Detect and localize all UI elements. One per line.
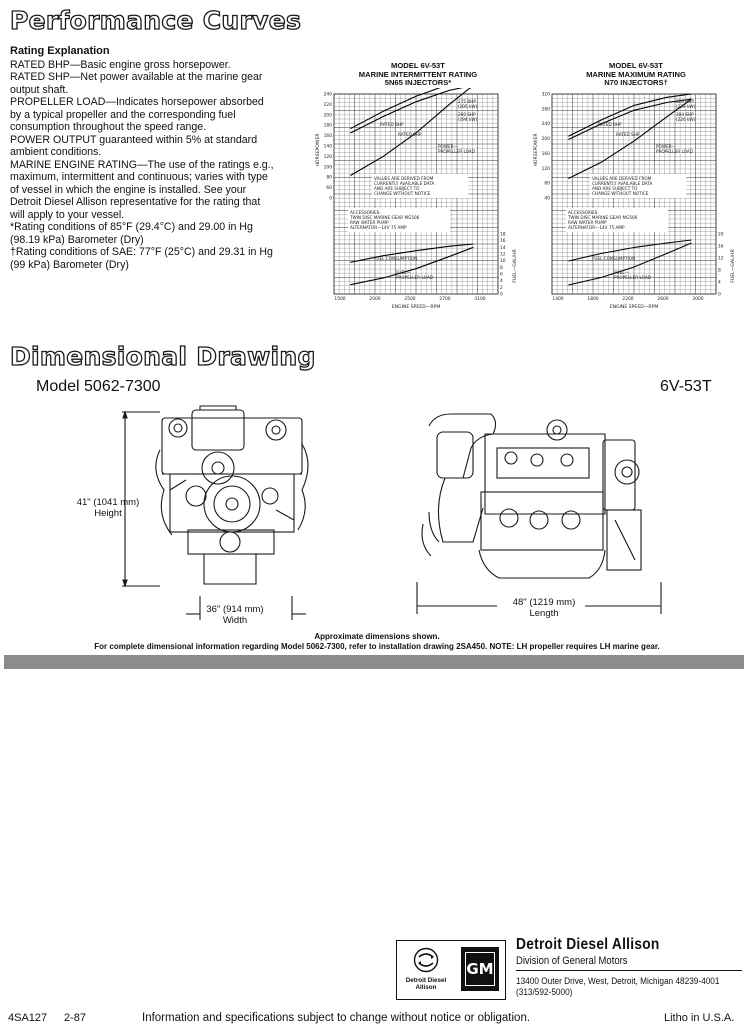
y2-tick-label: 4 bbox=[500, 278, 503, 284]
caption-installation: For complete dimensional information regarding Model 5062-7300, refer to installation drawing 2SA450. NOTE: LH propeller requires LH marine gear. bbox=[94, 642, 660, 651]
width-word: Width bbox=[222, 615, 248, 626]
chart-title-line: 5N65 INJECTORS* bbox=[384, 78, 452, 88]
y-tick-label: 40 bbox=[544, 196, 550, 202]
y-tick-label: 120 bbox=[541, 166, 550, 172]
curve-label: FUEL— bbox=[396, 269, 411, 275]
y-tick-label: 120 bbox=[323, 154, 332, 160]
curve-label: PROPELLER LOAD bbox=[656, 148, 693, 154]
accessory-line: TWIN DISC MARINE GEAR MG506 bbox=[350, 214, 420, 220]
y2-tick-label: 0 bbox=[718, 292, 721, 298]
chart-title-line: MODEL 6V-53T bbox=[609, 61, 663, 70]
x-tick-label: 3000 bbox=[692, 296, 704, 302]
y2-tick-label: 10 bbox=[500, 258, 506, 264]
height-dimension bbox=[62, 497, 154, 519]
y2-tick-label: 12 bbox=[718, 256, 724, 262]
note-line: VALUES ARE DERIVED FROM bbox=[592, 175, 652, 181]
x-tick-label: 2000 bbox=[369, 296, 381, 302]
accessory-line: RAW WATER PUMP bbox=[568, 219, 607, 225]
y-tick-label: 80 bbox=[326, 175, 332, 181]
x-tick-label: 1400 bbox=[552, 296, 564, 302]
footer-notice: Information and specifications subject to change without notice or obligation. bbox=[142, 1012, 531, 1024]
y-tick-label: 280 bbox=[541, 107, 550, 113]
y2-tick-label: 18 bbox=[500, 232, 506, 238]
accessories-box bbox=[348, 208, 450, 232]
publication-code: 4SA127 bbox=[8, 1012, 48, 1024]
model-number: Model 5062-7300 bbox=[36, 378, 161, 395]
y2-tick-label: 0 bbox=[500, 292, 503, 298]
chart-title bbox=[312, 62, 524, 88]
rating-explanation bbox=[10, 45, 276, 271]
logo-caption-line: Allison bbox=[415, 984, 437, 992]
accessory-line: ALTERNATOR—14V 75 AMP bbox=[568, 224, 625, 230]
y2-tick-label: 14 bbox=[500, 245, 506, 251]
y-tick-label: 200 bbox=[323, 113, 332, 119]
accessory-line: ACCESSORIES: bbox=[350, 209, 381, 215]
width-value: 36" (914 mm) bbox=[206, 604, 264, 615]
rating-paragraph: MARINE ENGINE RATING—The use of the ratings e.g., maximum, intermittent and continuous; varies with type of vessel in which the engine is installed. See your Detroit Diesel Allison representative for the rating that will apply to your vessel. bbox=[10, 158, 274, 221]
rating-paragraph: RATED SHP—Net power available at the marine gear output shaft. bbox=[10, 71, 263, 96]
rating-paragraph: PROPELLER LOAD—Indicates horsepower absorbed by a typical propeller and the corresponding fuel consumption throughout the speed range. bbox=[10, 96, 264, 133]
y-tick-label: 60 bbox=[326, 185, 332, 191]
y2-tick-label: 6 bbox=[500, 272, 503, 278]
curve-label: PROPELLER LOAD bbox=[438, 148, 475, 154]
chart-title-line: MARINE INTERMITTENT RATING bbox=[358, 69, 478, 79]
dda-emblem-icon bbox=[413, 947, 439, 973]
power-label: (194 kW) bbox=[458, 116, 478, 122]
y2-tick-label: 12 bbox=[500, 252, 506, 258]
rating-paragraph: *Rating conditions of 85°F (29.4°C) and 29.00 in Hg (98.19 kPa) Barometer (Dry) bbox=[10, 221, 253, 246]
performance-title: Performance Curves bbox=[10, 6, 302, 35]
curve-label: PROPELLER LOAD bbox=[396, 274, 433, 280]
y-tick-label: 140 bbox=[323, 144, 332, 150]
series-line bbox=[568, 99, 691, 178]
rating-paragraph: POWER OUTPUT guaranteed within 5% at standard ambient conditions. bbox=[10, 133, 258, 158]
power-label: 320 BHP bbox=[676, 98, 694, 104]
note-line: VALUES ARE DERIVED FROM bbox=[374, 175, 434, 181]
y-tick-label: 160 bbox=[323, 133, 332, 139]
address-line: 13400 Outer Drive, West, Detroit, Michigan 48239-4001 bbox=[516, 976, 720, 987]
y-tick-label: 320 bbox=[541, 92, 550, 98]
y2-axis-label: FUEL—GAL/HR bbox=[731, 249, 736, 283]
chart-title-line: N70 INJECTORS† bbox=[604, 78, 668, 88]
y-tick-label: 80 bbox=[544, 181, 550, 187]
address-phone: (313/592-5000) bbox=[516, 987, 573, 998]
side-view-drawing bbox=[415, 392, 665, 622]
rating-heading: Rating Explanation bbox=[10, 45, 110, 57]
curve-label: POWER— bbox=[656, 143, 676, 149]
curve-label: FUEL CONSUMPTION bbox=[374, 255, 418, 261]
note-line: CHANGE WITHOUT NOTICE bbox=[374, 190, 431, 196]
length-value: 48" (1219 mm) bbox=[512, 597, 576, 608]
x-tick-label: 2700 bbox=[439, 296, 451, 302]
gm-mark: GM bbox=[465, 952, 495, 986]
chart-plot bbox=[312, 88, 524, 316]
power-label: 275 BHP bbox=[458, 98, 476, 104]
y-tick-label: 200 bbox=[541, 136, 550, 142]
x-tick-label: 1500 bbox=[334, 296, 346, 302]
y-tick-label: 240 bbox=[323, 92, 332, 98]
caption-approximate: Approximate dimensions shown. bbox=[314, 632, 440, 641]
note-line: CURRENTLY AVAILABLE DATA bbox=[592, 180, 653, 186]
length-dimension bbox=[496, 597, 592, 619]
accessory-line: ACCESSORIES: bbox=[568, 209, 599, 215]
power-label: (226 kW) bbox=[676, 116, 696, 122]
height-word: Height bbox=[94, 508, 122, 519]
curve-label: POWER— bbox=[438, 143, 458, 149]
x-axis-label: ENGINE SPEED—RPM bbox=[391, 304, 441, 310]
height-value: 41" (1041 mm) bbox=[76, 497, 140, 508]
rating-paragraph: RATED BHP—Basic engine gross horsepower. bbox=[10, 58, 231, 71]
curve-label: FUEL CONSUMPTION bbox=[592, 255, 636, 261]
chart-title bbox=[530, 62, 742, 88]
accessory-line: TWIN DISC MARINE GEAR MG506 bbox=[568, 214, 638, 220]
x-tick-label: 2200 bbox=[622, 296, 634, 302]
y-tick-label: 160 bbox=[541, 151, 550, 157]
y2-tick-label: 4 bbox=[718, 280, 721, 286]
x-axis-label: ENGINE SPEED—RPM bbox=[609, 304, 659, 310]
dimensional-title: Dimensional Drawing bbox=[10, 342, 316, 371]
chart-plot bbox=[530, 88, 742, 316]
curve-label: PROPELLER LOAD bbox=[614, 274, 651, 280]
power-label: (205 kW) bbox=[458, 103, 478, 109]
chart-title-line: MODEL 6V-53T bbox=[391, 61, 445, 70]
y-tick-label: 180 bbox=[323, 123, 332, 129]
power-label: (239 kW) bbox=[676, 103, 696, 109]
note-line: AND ARE SUBJECT TO bbox=[592, 185, 638, 191]
y-tick-label: 220 bbox=[323, 102, 332, 108]
accessory-line: RAW WATER PUMP bbox=[350, 219, 389, 225]
y-tick-label: 0 bbox=[329, 196, 332, 202]
y2-axis-label: FUEL—GAL/HR bbox=[513, 249, 518, 283]
power-label: 260 SHP bbox=[458, 111, 476, 117]
y-axis-label: HORSEPOWER bbox=[316, 133, 321, 167]
engine-model: 6V-53T bbox=[660, 378, 712, 395]
company-division: Division of General Motors bbox=[516, 955, 628, 967]
y-tick-label: 240 bbox=[541, 121, 550, 127]
power-label: 304 SHP bbox=[676, 111, 694, 117]
y2-tick-label: 8 bbox=[500, 265, 503, 271]
note-line: CHANGE WITHOUT NOTICE bbox=[592, 190, 649, 196]
logo-caption bbox=[397, 977, 455, 991]
y2-tick-label: 2 bbox=[500, 285, 503, 291]
company-address bbox=[516, 976, 719, 998]
company-name: Detroit Diesel Allison bbox=[516, 936, 660, 953]
publication-date: 2-87 bbox=[64, 1012, 87, 1024]
rating-paragraph: †Rating conditions of SAE: 77°F (25°C) and 29.31 in Hg (99 kPa) Barometer (Dry) bbox=[10, 246, 273, 271]
divider-band bbox=[4, 655, 744, 669]
note-line: AND ARE SUBJECT TO bbox=[374, 185, 420, 191]
accessories-box bbox=[566, 208, 668, 232]
y2-tick-label: 16 bbox=[500, 238, 506, 244]
brand-logo-box bbox=[396, 940, 506, 1000]
length-word: Length bbox=[529, 608, 559, 619]
notes-box bbox=[590, 174, 686, 198]
y-tick-label: 100 bbox=[323, 165, 332, 171]
series-line bbox=[568, 94, 691, 136]
curve-label: FUEL— bbox=[614, 269, 629, 275]
brand-rule bbox=[516, 970, 742, 971]
curve-label: RATED BHP bbox=[598, 121, 622, 127]
width-dimension bbox=[190, 604, 280, 626]
chart-maximum bbox=[530, 62, 742, 317]
y2-tick-label: 8 bbox=[718, 268, 721, 274]
x-tick-label: 3100 bbox=[474, 296, 486, 302]
curve-label: RATED BHP bbox=[380, 121, 404, 127]
notes-box bbox=[372, 174, 468, 198]
x-tick-label: 1800 bbox=[587, 296, 599, 302]
y-axis-label: HORSEPOWER bbox=[534, 133, 539, 167]
note-line: CURRENTLY AVAILABLE DATA bbox=[374, 180, 435, 186]
chart-intermittent bbox=[312, 62, 524, 317]
gm-logo bbox=[461, 947, 499, 991]
accessory-line: ALTERNATOR—14V 75 AMP bbox=[350, 224, 407, 230]
x-tick-label: 2500 bbox=[404, 296, 416, 302]
curve-label: RATED SHP bbox=[616, 131, 640, 137]
chart-title-line: MARINE MAXIMUM RATING bbox=[586, 69, 686, 79]
x-tick-label: 2600 bbox=[657, 296, 669, 302]
y2-tick-label: 16 bbox=[718, 244, 724, 250]
y2-tick-label: 20 bbox=[718, 232, 724, 238]
litho-note: Litho in U.S.A. bbox=[664, 1012, 735, 1024]
logo-caption-line: Detroit Diesel bbox=[405, 977, 447, 984]
curve-label: RATED SHP bbox=[398, 131, 422, 137]
